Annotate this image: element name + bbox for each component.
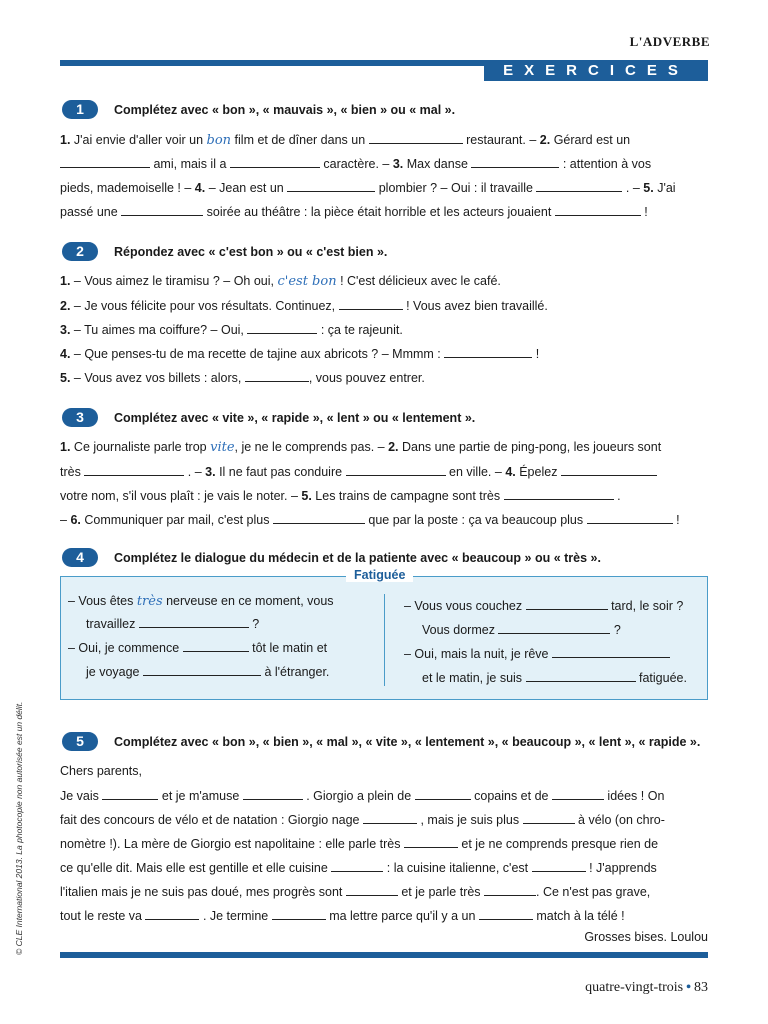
text: fatiguée. [635,671,687,685]
text: idées ! On [603,789,665,803]
text: soirée au théâtre : la pièce était horrible et les acteurs jouaient [203,205,555,219]
answer-blank[interactable] [339,298,403,310]
answer-blank[interactable] [102,788,158,800]
text: : attention à vos [559,157,652,171]
answer-blank[interactable] [504,488,614,500]
chapter-title: L'ADVERBE [629,34,710,49]
example-answer: vite [210,440,235,455]
page-number-words: quatre-vingt-trois [585,980,684,995]
text: plombier ? – Oui : il travaille [375,181,537,195]
text: – Vous vous couchez [404,599,526,613]
text: Les trains de campagne sont très [311,489,504,503]
exercises-banner: EXERCICES [484,60,708,81]
text: . – [184,465,206,479]
text: que par la poste : ça va beaucoup plus [364,513,587,527]
text: je voyage [86,665,143,679]
text: Vous dormez [422,623,499,637]
text: J'ai [653,181,676,195]
page-footer [585,980,708,996]
text: ! C'est délicieux avec le café. [336,274,501,288]
answer-blank[interactable] [526,598,608,610]
text: tôt le matin et [248,641,328,655]
item-number: 5. [301,489,312,503]
text: J'ai envie d'aller voir un [70,133,207,147]
text: . Giorgio a plein de [302,789,415,803]
list-item [60,298,548,313]
text: ? [248,617,260,631]
answer-blank[interactable] [331,860,383,872]
text: . Je termine [199,909,272,923]
text: Il ne faut pas conduire [215,465,346,479]
answer-blank[interactable] [523,812,575,824]
text: . Ce n'est pas grave, [536,885,651,899]
item-number: 6. [70,513,81,527]
text: ! [640,205,648,219]
answer-blank[interactable] [526,670,636,682]
exercise-2-badge: 2 [62,242,98,261]
text: Gérard est un [550,133,631,147]
answer-blank[interactable] [555,204,641,216]
text: fait des concours de vélo et de natation : Giorgio nage [60,813,363,827]
text: caractère. – [319,157,393,171]
text: ! [672,513,680,527]
example-answer: bon [206,133,232,148]
item-number: 5. [60,371,71,385]
item-number: 1. [60,133,71,147]
text: – Vous êtes [68,594,137,608]
text: Communiquer par mail, c'est plus [80,513,273,527]
text: – Jean est un [205,181,288,195]
answer-blank[interactable] [84,464,184,476]
exercise-3-instruction: Complétez avec « vite », « rapide », « lent » ou « lentement ». [114,411,476,425]
text: : ça te rajeunit. [317,323,403,337]
text: – Tu aimes ma coiffure? – Oui, [70,323,248,337]
answer-blank[interactable] [587,512,673,524]
answer-blank[interactable] [183,640,249,652]
text: , je ne le comprends pas. – [234,440,389,454]
text: ce qu'elle dit. Mais elle est gentille et elle cuisine [60,861,332,875]
item-number: 2. [388,440,399,454]
text: travaillez [86,617,139,631]
text: nomètre !). La mère de Giorgio est napolitaine : elle parle très [60,837,404,851]
answer-blank[interactable] [145,908,199,920]
text: ! J'apprends [585,861,657,875]
text: – Oui, je commence [68,641,183,655]
text: restaurant. – [462,133,540,147]
item-number: 2. [539,133,551,147]
exercise-4-instruction: Complétez le dialogue du médecin et de la patiente avec « beaucoup » ou « très ». [114,551,601,565]
answer-blank[interactable] [121,204,203,216]
exercise-5-badge: 5 [62,732,98,751]
text: passé une [60,205,122,219]
item-number: 4. [194,181,206,195]
list-item [60,370,425,385]
text: – Vous avez vos billets : alors, [70,371,245,385]
text: à vélo (on chro- [574,813,665,827]
text: ami, mais il a [153,157,230,171]
answer-blank[interactable] [243,788,303,800]
text: très [60,465,85,479]
text: – Vous aimez le tiramisu ? – Oh oui, [70,274,278,288]
exercise-4-badge: 4 [62,548,98,567]
bullet-separator: • [686,980,691,995]
text: Ce journaliste parle trop [70,440,211,454]
letter-signature: Grosses bises. Loulou [584,930,708,944]
item-number: 3. [392,157,404,171]
text: , mais je suis plus [416,813,523,827]
item-number: 3. [205,465,216,479]
answer-blank[interactable] [143,664,261,676]
text: match à la télé ! [532,909,625,923]
exercise-1-instruction: Complétez avec « bon », « mauvais », « bien » ou « mal ». [114,103,456,117]
text: – Oui, mais la nuit, je rêve [404,647,552,661]
text: en ville. – [445,465,506,479]
text: à l'étranger. [260,665,330,679]
text: – [60,513,71,527]
answer-blank[interactable] [404,836,458,848]
item-number: 2. [60,299,71,313]
text: Épelez [515,465,561,479]
answer-blank[interactable] [561,464,657,476]
text: ! [532,347,540,361]
answer-blank[interactable] [245,370,309,382]
answer-blank[interactable] [552,788,604,800]
example-answer: très [136,594,163,609]
exercise-1-badge: 1 [62,100,98,119]
answer-blank[interactable] [247,322,317,334]
item-number: 3. [60,323,71,337]
text: et je parle très [397,885,485,899]
answer-blank[interactable] [498,622,610,634]
answer-blank[interactable] [484,884,536,896]
answer-blank[interactable] [479,908,533,920]
text: ma lettre parce qu'il y a un [325,909,479,923]
text: votre nom, s'il vous plaît : je vais le noter. – [60,489,302,503]
text: et le matin, je suis [422,671,526,685]
list-item [60,322,403,337]
answer-blank[interactable] [139,616,249,628]
dialogue-divider [384,594,385,686]
footer-rule [60,952,708,958]
answer-blank[interactable] [532,860,586,872]
dialogue-title: Fatiguée [346,568,413,582]
text: : la cuisine italienne, c'est [383,861,532,875]
item-number: 4. [60,347,71,361]
answer-blank[interactable] [552,646,670,658]
text: . [613,489,621,503]
text: l'italien mais je ne suis pas doué, mes progrès sont [60,885,346,899]
text: copains et de [470,789,552,803]
copyright-note: © CLE International 2013. La photocopie non autorisée est un délit. [14,701,24,955]
answer-blank[interactable] [272,908,326,920]
text: ! Vous avez bien travaillé. [402,299,548,313]
text: , vous pouvez entrer. [308,371,425,385]
answer-blank[interactable] [415,788,471,800]
letter-greeting: Chers parents, [60,764,142,778]
list-item [60,346,539,361]
answer-blank[interactable] [346,884,398,896]
text: tard, le soir ? [607,599,684,613]
item-number: 1. [60,440,71,454]
answer-blank[interactable] [369,132,463,144]
text: pieds, mademoiselle ! – [60,181,195,195]
item-number: 5. [643,181,654,195]
item-number: 1. [60,274,71,288]
answer-blank[interactable] [444,346,532,358]
text: tout le reste va [60,909,146,923]
text: Je vais [60,789,103,803]
list-item [60,274,501,289]
text: Dans une partie de ping-pong, les joueurs sont [398,440,662,454]
answer-blank[interactable] [536,180,622,192]
text: nerveuse en ce moment, vous [162,594,334,608]
text: et je ne comprends presque rien de [457,837,659,851]
exercise-2-instruction: Répondez avec « c'est bon » ou « c'est bien ». [114,245,388,259]
text: – Que penses-tu de ma recette de tajine aux abricots ? – Mmmm : [70,347,445,361]
answer-blank[interactable] [230,156,320,168]
text: . – [622,181,644,195]
text: Max danse [403,157,472,171]
text: ? [610,623,621,637]
exercise-5-instruction: Complétez avec « bon », « bien », « mal », « vite », « lentement », « beaucoup », « lent », « rapide ». [114,735,701,749]
answer-blank[interactable] [346,464,446,476]
item-number: 4. [505,465,516,479]
text: et je m'amuse [158,789,243,803]
text: – Je vous félicite pour vos résultats. Continuez, [70,299,339,313]
page-number: 83 [694,980,708,995]
answer-blank[interactable] [60,156,150,168]
answer-blank[interactable] [287,180,375,192]
exercise-3-badge: 3 [62,408,98,427]
example-answer: c'est bon [277,274,337,289]
answer-blank[interactable] [273,512,365,524]
answer-blank[interactable] [471,156,559,168]
text: film et de dîner dans un [231,133,369,147]
answer-blank[interactable] [363,812,417,824]
